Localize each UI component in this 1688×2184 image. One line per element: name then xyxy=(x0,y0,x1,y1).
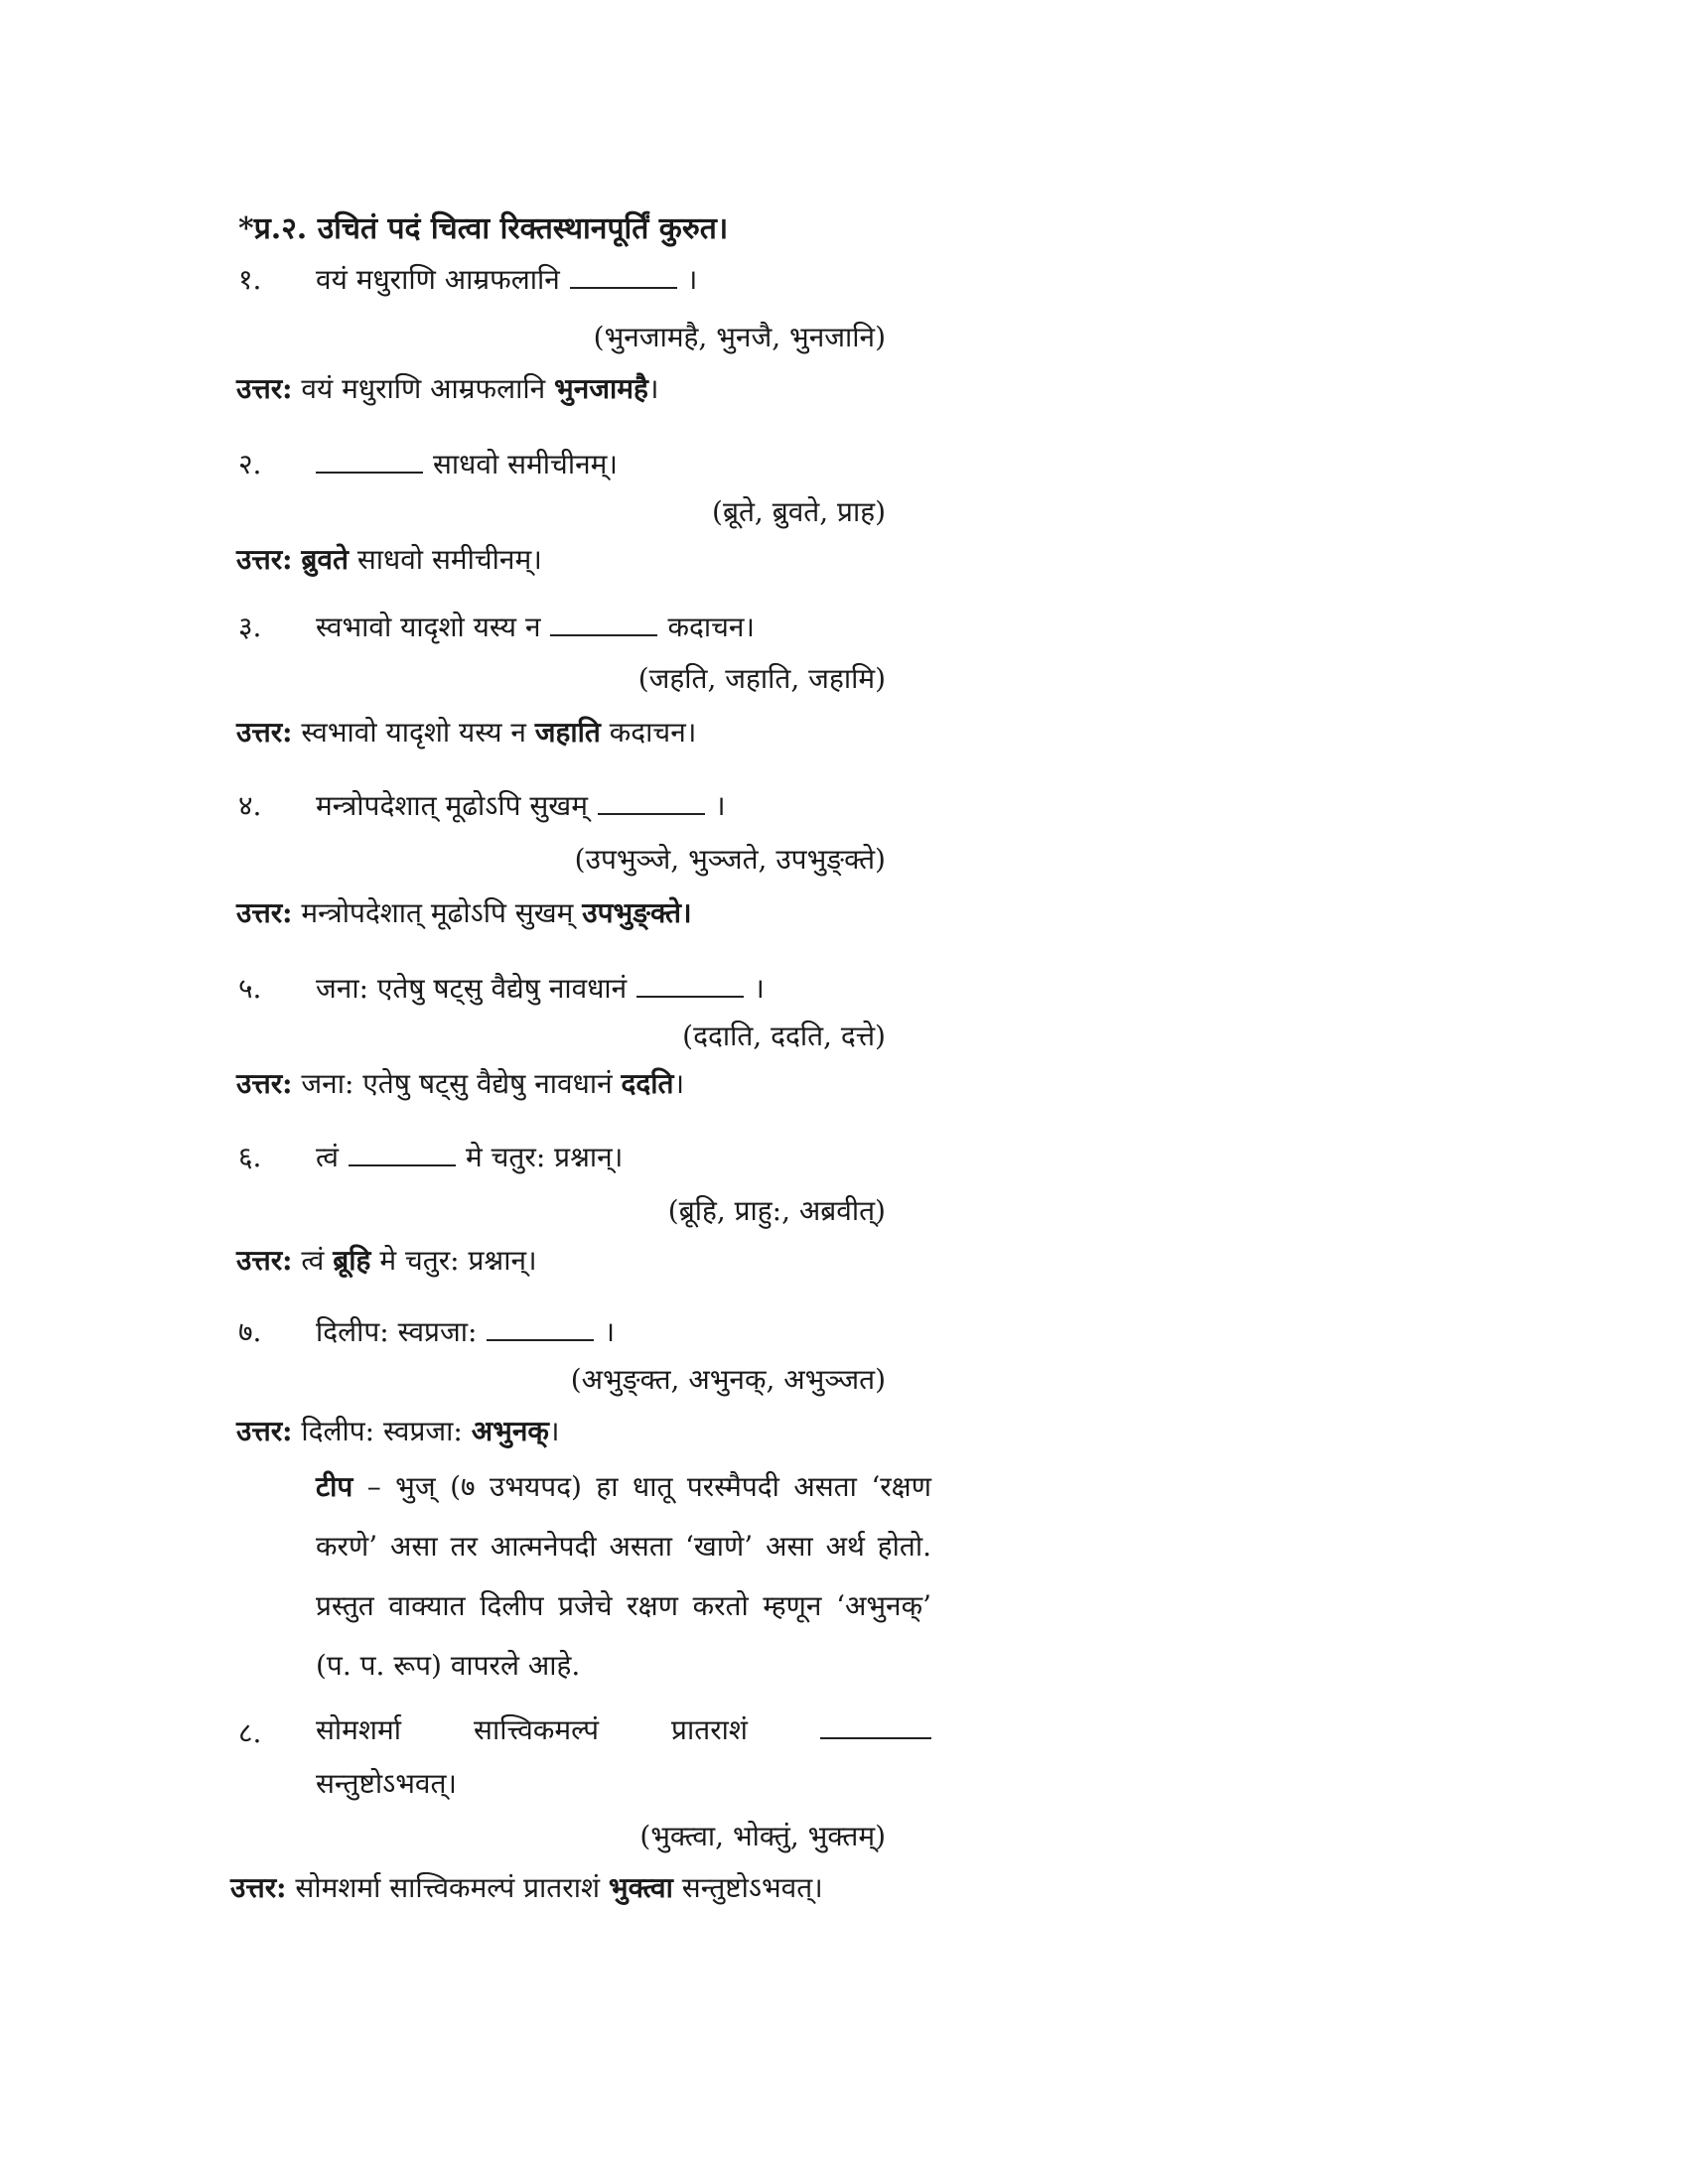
answer-text-after: । xyxy=(673,1067,685,1100)
answer-text-before: दिलीप: स्वप्रजा: xyxy=(301,1415,463,1447)
question-word: प्रातराशं xyxy=(671,1713,748,1746)
note-label: टीप xyxy=(316,1470,353,1503)
blank-line xyxy=(349,1163,456,1166)
blank-line xyxy=(570,286,677,289)
answer-word: उपभुङ्क्ते। xyxy=(582,896,692,929)
answer-line xyxy=(236,540,542,578)
question-text xyxy=(316,969,765,1007)
answer-label: उत्तर: xyxy=(236,1244,293,1277)
question-number: १. xyxy=(238,263,262,296)
answer-options: (भुक्त्वा, भोक्तुं, भुक्तम्) xyxy=(639,1820,886,1852)
note-text: – भुज् (७ उभयपद) हा धातू परस्मैपदी असता ‘रक्षण करणे’ असा तर आत्मनेपदी असता ‘खाणे’ असा अर्थ होतो. प्रस्तुत वाक्यात दिलीप प्रजेचे रक्षण करतो म्हणून ‘अभुनक्’ (प. प. रूप) वापरले आहे. xyxy=(316,1470,931,1682)
answer-text-before: त्वं xyxy=(301,1244,325,1277)
answer-label: उत्तर: xyxy=(236,372,293,405)
answer-line xyxy=(236,369,659,407)
question-heading: *प्र.२. उचितं पदं चित्वा रिक्तस्थानपूर्तिं कुरुत। xyxy=(238,211,729,246)
answer-options: (ददाति, ददति, दत्ते) xyxy=(682,1020,886,1052)
blank-line xyxy=(316,471,423,474)
question-text-after: । xyxy=(604,1315,616,1348)
question-text xyxy=(316,1138,623,1175)
answer-word: ददति xyxy=(621,1067,674,1100)
question-text xyxy=(316,445,618,482)
blank-line xyxy=(820,1736,931,1739)
answer-word: ब्रूहि xyxy=(333,1244,371,1277)
question-text xyxy=(316,1704,931,1811)
answer-text-after: । xyxy=(548,1415,560,1447)
question-text-after: मे चतुर: प्रश्नान्। xyxy=(466,1141,624,1173)
answer-line xyxy=(236,713,696,751)
answer-line xyxy=(236,1412,560,1449)
question-word: सात्त्विकमल्पं xyxy=(474,1713,599,1746)
answer-text-before: स्वभावो यादृशो यस्य न xyxy=(301,716,526,749)
question-text-line xyxy=(316,1704,931,1757)
question-text-before: त्वं xyxy=(316,1141,339,1173)
answer-label: उत्तर: xyxy=(236,896,293,929)
answer-text-after: कदाचन। xyxy=(609,716,697,749)
question-text xyxy=(316,608,755,645)
question-text-before: मन्त्रोपदेशात् मूढोऽपि सुखम् xyxy=(316,789,588,822)
note-paragraph xyxy=(316,1457,931,1696)
question-text xyxy=(316,1312,615,1350)
question-number: ८. xyxy=(238,1716,262,1749)
answer-label: उत्तर: xyxy=(236,1067,293,1100)
question-text-after: । xyxy=(686,263,698,296)
question-number: २. xyxy=(238,448,262,480)
answer-text-before: जना: एतेषु षट्सु वैद्येषु नावधानं xyxy=(301,1067,613,1100)
blank-line xyxy=(487,1338,594,1341)
question-number: ४. xyxy=(238,789,262,822)
blank-line xyxy=(636,995,744,998)
answer-options: (अभुङ्क्त, अभुनक्, अभुञ्जत) xyxy=(570,1363,886,1396)
question-number: ५. xyxy=(238,972,262,1005)
answer-line xyxy=(236,1241,537,1279)
blank-line xyxy=(598,812,705,815)
question-text-after: कदाचन। xyxy=(667,611,756,643)
answer-options: (उपभुञ्जे, भुञ्जते, उपभुङ्क्ते) xyxy=(574,843,886,876)
answer-text-after: मे चतुर: प्रश्नान्। xyxy=(379,1244,537,1277)
answer-line xyxy=(236,1064,684,1102)
answer-text-before: वयं मधुराणि आम्रफलानि xyxy=(301,372,546,405)
answer-word: ब्रुवते xyxy=(301,543,349,576)
question-number: ३. xyxy=(238,611,262,643)
question-text xyxy=(316,786,726,824)
blank-line xyxy=(550,633,657,636)
question-text-before: वयं मधुराणि आम्रफलानि xyxy=(316,263,560,296)
answer-options: (ब्रूते, ब्रुवते, प्राह) xyxy=(712,495,886,528)
answer-word: जहाति xyxy=(534,716,601,749)
question-number: ६. xyxy=(238,1141,262,1173)
answer-label: उत्तर: xyxy=(236,543,293,576)
question-text-before: स्वभावो यादृशो यस्य न xyxy=(316,611,541,643)
question-text-after: । xyxy=(754,972,765,1005)
answer-label: उत्तर: xyxy=(236,716,293,749)
question-text-after: । xyxy=(714,789,726,822)
answer-label: उत्तर: xyxy=(230,1871,287,1904)
question-text-after: साधवो समीचीनम्। xyxy=(433,448,618,480)
question-text xyxy=(316,260,697,298)
question-text-line: सन्तुष्टोऽभवत्। xyxy=(316,1767,458,1800)
question-word: सोमशर्मा xyxy=(316,1713,401,1746)
answer-options: (भुनजामहै, भुनजै, भुनजानि) xyxy=(593,321,886,353)
answer-text-before: सोमशर्मा सात्त्विकमल्पं प्रातराशं xyxy=(295,1871,601,1904)
answer-line xyxy=(230,1868,823,1906)
answer-text-after: । xyxy=(647,372,659,405)
answer-label: उत्तर: xyxy=(236,1415,293,1447)
question-text-before: जना: एतेषु षट्सु वैद्येषु नावधानं xyxy=(316,972,628,1005)
answer-word: भुक्त्वा xyxy=(608,1871,673,1904)
answer-line xyxy=(236,893,692,931)
answer-text-after: साधवो समीचीनम्। xyxy=(356,543,542,576)
answer-options: (ब्रूहि, प्राहु:, अब्रवीत्) xyxy=(667,1194,886,1227)
answer-word: अभुनक् xyxy=(471,1415,549,1447)
answer-word: भुनजामहै xyxy=(554,372,648,405)
answer-text-after: सन्तुष्टोऽभवत्। xyxy=(681,1871,823,1904)
answer-options: (जहति, जहाति, जहामि) xyxy=(637,662,886,695)
question-number: ७. xyxy=(238,1315,262,1348)
question-text-before: दिलीप: स्वप्रजा: xyxy=(316,1315,478,1348)
answer-text-before: मन्त्रोपदेशात् मूढोऽपि सुखम् xyxy=(301,896,574,929)
